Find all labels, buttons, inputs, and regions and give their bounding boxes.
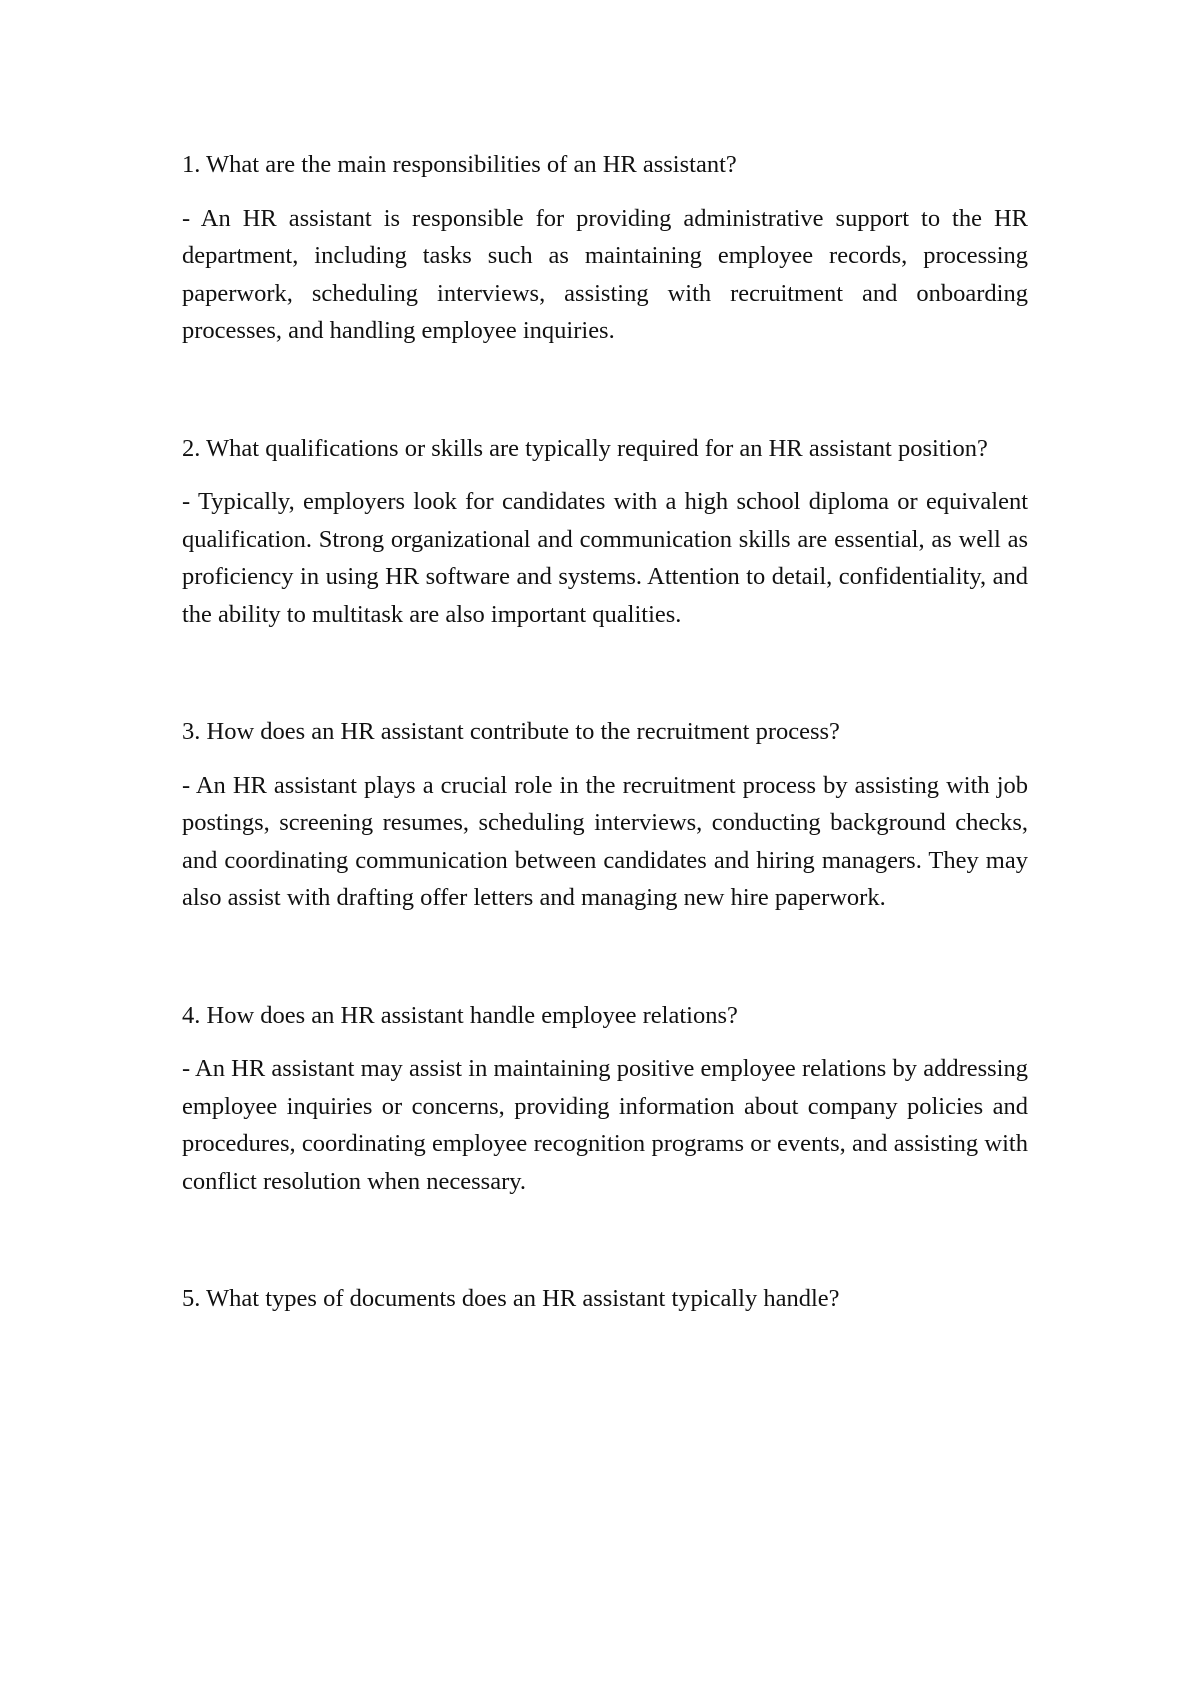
question-3: 3. How does an HR assistant contribute to the recruitment process? [182, 718, 840, 745]
answer-1: - An HR assistant is responsible for providing administrative support to the HR department, including tasks such as maintaining employee records, processing paperwork, scheduling interviews, assisting with recruitment and onboarding processes, and handling employee inquiries. [182, 204, 1028, 344]
answer-3: - An HR assistant plays a crucial role in the recruitment process by assisting with job postings, screening resumes, scheduling interviews, conducting background checks, and coordinating communication between candidates and hiring managers. They may also assist with drafting offer letters and managing new hire paperwork. [182, 771, 1028, 911]
qa-item-2 [182, 430, 1028, 634]
qa-item-5 [182, 1280, 1028, 1318]
qa-item-3 [182, 713, 1028, 917]
document-body [182, 146, 1028, 1398]
question-4: 4. How does an HR assistant handle employee relations? [182, 1001, 738, 1029]
answer-4: - An HR assistant may assist in maintaining positive employee relations by addressing employee inquiries or concerns, providing information about company policies and procedures, coordinating employee recognition programs or events, and assisting with conflict resolution when necessary. [182, 1055, 1028, 1195]
qa-item-1 [182, 146, 1028, 350]
question-5: 5. What types of documents does an HR assistant typically handle? [182, 1285, 840, 1312]
answer-2: - Typically, employers look for candidates with a high school diploma or equivalent qualification. Strong organizational and communication skills are essential, as well as proficiency in using HR software and systems. Attention to detail, confidentiality, and the ability to multitask are also important qualities. [182, 488, 1028, 628]
question-2: 2. What qualifications or skills are typically required for an HR assistant position? [182, 434, 988, 462]
qa-item-4 [182, 997, 1028, 1201]
question-1: 1. What are the main responsibilities of an HR assistant? [182, 151, 737, 178]
